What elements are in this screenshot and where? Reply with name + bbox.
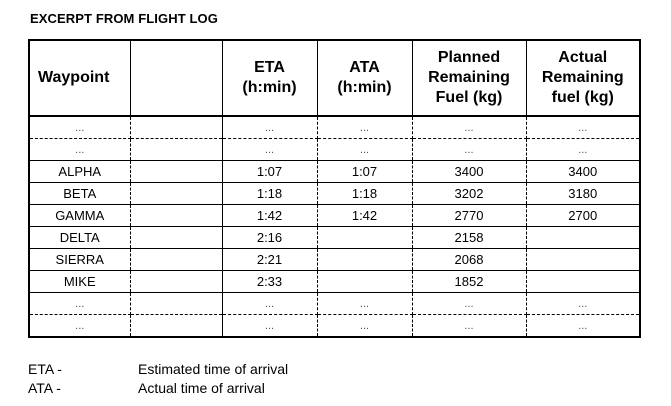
cell-eta: ...: [222, 139, 317, 161]
cell-planned: 1852: [412, 271, 526, 293]
header-eta: [222, 40, 317, 116]
legend-abbr: ATA -: [28, 380, 61, 396]
legend-desc: Estimated time of arrival: [138, 361, 289, 377]
cell-blank: [130, 249, 222, 271]
cell-blank: [130, 183, 222, 205]
cell-blank: [130, 139, 222, 161]
cell-blank: [130, 227, 222, 249]
header-waypoint: Waypoint: [29, 40, 130, 116]
cell-waypoint: SIERRA: [29, 249, 130, 271]
cell-planned: ...: [412, 116, 526, 139]
page-title: EXCERPT FROM FLIGHT LOG: [30, 11, 218, 26]
cell-actual: ...: [526, 116, 640, 139]
cell-planned: 3202: [412, 183, 526, 205]
header-ata: [317, 40, 412, 116]
table-header: [29, 40, 640, 116]
table-row: [29, 227, 640, 249]
cell-blank: [130, 315, 222, 338]
cell-blank: [130, 271, 222, 293]
cell-actual: ...: [526, 293, 640, 315]
header-actual-line1: Actual: [558, 49, 608, 66]
cell-planned: 2770: [412, 205, 526, 227]
cell-waypoint: GAMMA: [29, 205, 130, 227]
cell-eta: 2:21: [222, 249, 317, 271]
cell-planned: 3400: [412, 161, 526, 183]
cell-ata: ...: [317, 293, 412, 315]
header-planned-fuel: [412, 40, 526, 116]
cell-waypoint: ...: [29, 315, 130, 338]
table-row: [29, 205, 640, 227]
cell-planned: ...: [412, 293, 526, 315]
cell-eta: ...: [222, 315, 317, 338]
table-row: [29, 249, 640, 271]
cell-actual: [526, 271, 640, 293]
cell-eta: ...: [222, 293, 317, 315]
cell-waypoint: BETA: [29, 183, 130, 205]
header-eta-line2: (h:min): [242, 79, 297, 96]
cell-blank: [130, 293, 222, 315]
cell-blank: [130, 205, 222, 227]
legend-abbr: ETA -: [28, 361, 62, 377]
cell-planned: ...: [412, 139, 526, 161]
header-blank: [130, 40, 222, 116]
cell-ata: [317, 249, 412, 271]
header-row: [29, 40, 640, 116]
legend-desc: Actual time of arrival: [138, 380, 265, 396]
cell-actual: 2700: [526, 205, 640, 227]
cell-planned: 2158: [412, 227, 526, 249]
cell-ata: 1:07: [317, 161, 412, 183]
header-actual-fuel: [526, 40, 640, 116]
cell-eta: 2:16: [222, 227, 317, 249]
cell-eta: 1:18: [222, 183, 317, 205]
table-row: [29, 161, 640, 183]
table-row: [29, 315, 640, 338]
cell-ata: [317, 227, 412, 249]
cell-actual: ...: [526, 315, 640, 338]
table-row: [29, 139, 640, 161]
header-planned-line3: Fuel (kg): [435, 89, 503, 106]
cell-eta: 1:07: [222, 161, 317, 183]
cell-ata: ...: [317, 139, 412, 161]
cell-eta: 2:33: [222, 271, 317, 293]
table-row: [29, 183, 640, 205]
table-body: [29, 116, 640, 337]
header-eta-line1: ETA: [254, 59, 285, 76]
cell-actual: ...: [526, 139, 640, 161]
cell-blank: [130, 116, 222, 139]
flight-log-table: [28, 39, 641, 338]
cell-eta: 1:42: [222, 205, 317, 227]
cell-ata: 1:18: [317, 183, 412, 205]
cell-waypoint: ...: [29, 116, 130, 139]
cell-waypoint: ...: [29, 293, 130, 315]
header-actual-line3: fuel (kg): [551, 89, 614, 106]
header-ata-line1: ATA: [349, 59, 380, 76]
header-actual-line2: Remaining: [541, 69, 624, 86]
header-planned-line2: Remaining: [428, 69, 510, 86]
cell-actual: [526, 227, 640, 249]
cell-blank: [130, 161, 222, 183]
cell-waypoint: DELTA: [29, 227, 130, 249]
table-row: [29, 116, 640, 139]
cell-waypoint: MIKE: [29, 271, 130, 293]
cell-planned: 2068: [412, 249, 526, 271]
table-row: [29, 293, 640, 315]
cell-eta: ...: [222, 116, 317, 139]
cell-actual: [526, 249, 640, 271]
cell-waypoint: ...: [29, 139, 130, 161]
cell-waypoint: ALPHA: [29, 161, 130, 183]
table-row: [29, 271, 640, 293]
cell-ata: 1:42: [317, 205, 412, 227]
cell-actual: 3400: [526, 161, 640, 183]
cell-ata: ...: [317, 116, 412, 139]
header-planned-line1: Planned: [437, 49, 501, 66]
cell-actual: 3180: [526, 183, 640, 205]
header-ata-line2: (h:min): [337, 79, 392, 96]
cell-ata: ...: [317, 315, 412, 338]
cell-planned: ...: [412, 315, 526, 338]
cell-ata: [317, 271, 412, 293]
